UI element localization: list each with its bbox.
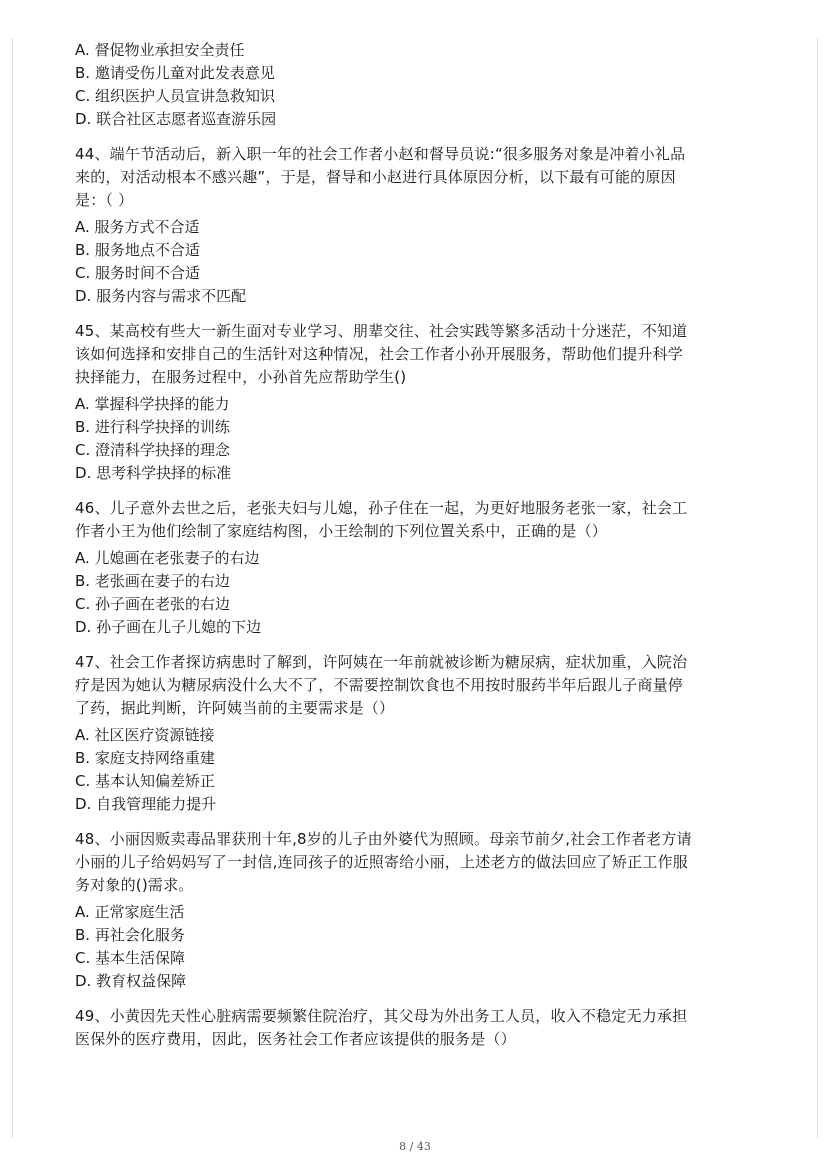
stem-line: 44、端午节活动后，新入职一年的社会工作者小赵和督导员说:“很多服务对象是冲着小礼品	[75, 145, 686, 163]
option: C. 组织医护人员宣讲急救知识	[75, 87, 276, 105]
option: D. 孙子画在儿子儿媳的下边	[75, 618, 262, 636]
option: B. 邀请受伤儿童对此发表意见	[75, 64, 275, 82]
question-stem	[75, 320, 755, 389]
question-45	[75, 320, 755, 485]
option: D. 服务内容与需求不匹配	[75, 287, 247, 305]
option: C. 服务时间不合适	[75, 264, 201, 282]
option: B. 服务地点不合适	[75, 241, 200, 259]
stem-line: 疗是因为她认为糖尿病没什么大不了，不需要控制饮食也不用按时服药半年后跟儿子商量停	[75, 676, 684, 694]
option: C. 基本认知偏差矫正	[75, 772, 216, 790]
option: A. 社区医疗资源链接	[75, 726, 215, 744]
page-number: 8 / 43	[399, 1140, 431, 1153]
option: B. 再社会化服务	[75, 926, 185, 944]
stem-line: 该如何选择和安排自己的生活针对这种情况，社会工作者小孙开展服务，帮助他们提升科学	[75, 345, 684, 363]
option: C. 基本生活保障	[75, 949, 186, 967]
option: C. 澄清科学抉择的理念	[75, 441, 231, 459]
option: C. 孙子画在老张的右边	[75, 595, 231, 613]
option: A. 掌握科学抉择的能力	[75, 395, 230, 413]
stem-line: 作者小王为他们绘制了家庭结构图，小王绘制的下列位置关系中，正确的是（）	[75, 522, 608, 540]
option: A. 服务方式不合适	[75, 218, 200, 236]
stem-line: 48、小丽因贩卖毒品罪获刑十年,8岁的儿子由外婆代为照顾。母亲节前夕,社会工作者老方请	[75, 830, 692, 848]
stem-line: 了药，据此判断，许阿姨当前的主要需求是（）	[75, 699, 395, 717]
page-border-right	[817, 38, 818, 1138]
option: D. 自我管理能力提升	[75, 795, 217, 813]
document-content	[75, 39, 755, 1055]
option: A. 督促物业承担安全责任	[75, 41, 245, 59]
question-stem	[75, 143, 755, 212]
stem-line: 49、小黄因先天性心脏病需要频繁住院治疗，其父母为外出务工人员，收入不稳定无力承担	[75, 1007, 688, 1025]
prev-question-options	[75, 39, 755, 131]
question-stem	[75, 1005, 755, 1051]
option: A. 正常家庭生活	[75, 903, 185, 921]
question-stem	[75, 497, 755, 543]
stem-line: 医保外的医疗费用，因此，医务社会工作者应该提供的服务是（）	[75, 1030, 516, 1048]
stem-line: 是：（ ）	[75, 191, 134, 209]
question-48	[75, 828, 755, 993]
stem-line: 45、某高校有些大一新生面对专业学习、朋辈交往、社会实践等繁多活动十分迷茫，不知道	[75, 322, 688, 340]
stem-line: 务对象的()需求。	[75, 876, 194, 894]
page-border-left	[12, 38, 13, 1138]
stem-line: 46、儿子意外去世之后，老张夫妇与儿媳，孙子住在一起，为更好地服务老张一家，社会工	[75, 499, 688, 517]
stem-line: 抉择能力，在服务过程中，小孙首先应帮助学生()	[75, 368, 407, 386]
stem-line: 小丽的儿子给妈妈写了一封信,连同孩子的近照寄给小丽，上述老方的做法回应了矫正工作服	[75, 853, 688, 871]
option: D. 思考科学抉择的标准	[75, 464, 232, 482]
option: A. 儿媳画在老张妻子的右边	[75, 549, 260, 567]
question-44	[75, 143, 755, 308]
question-46	[75, 497, 755, 639]
question-stem	[75, 828, 755, 897]
question-47	[75, 651, 755, 816]
option: B. 家庭支持网络重建	[75, 749, 215, 767]
option: D. 联合社区志愿者巡查游乐园	[75, 110, 277, 128]
option: D. 教育权益保障	[75, 972, 187, 990]
question-49	[75, 1005, 755, 1051]
stem-line: 47、社会工作者探访病患时了解到，许阿姨在一年前就被诊断为糖尿病，症状加重，入院治	[75, 653, 688, 671]
option: B. 老张画在妻子的右边	[75, 572, 230, 590]
question-stem	[75, 651, 755, 720]
stem-line: 来的，对活动根本不感兴趣”，于是，督导和小赵进行具体原因分析，以下最有可能的原因	[75, 168, 676, 186]
option: B. 进行科学抉择的训练	[75, 418, 230, 436]
